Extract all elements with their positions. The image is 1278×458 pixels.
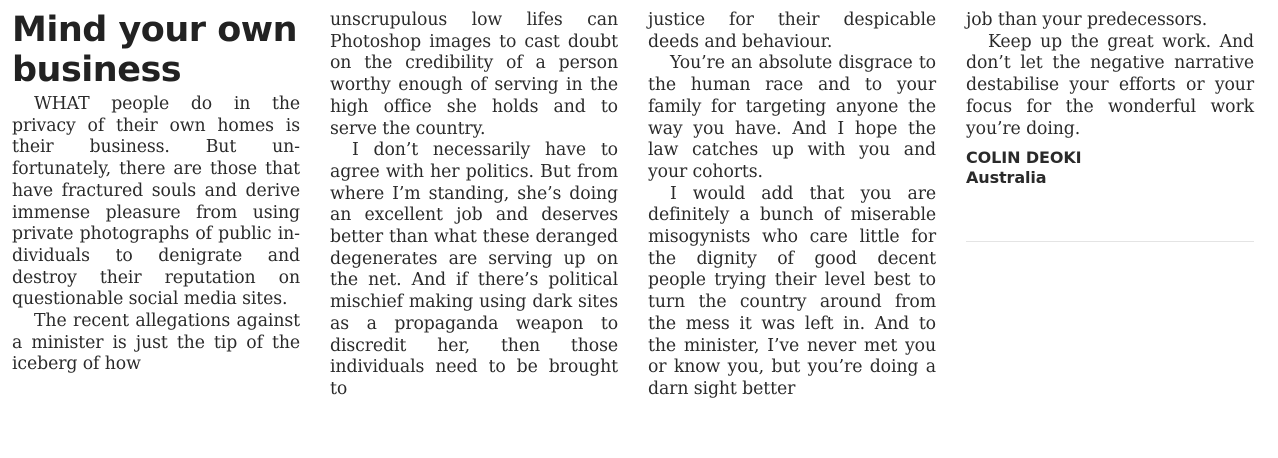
paragraph: You’re an absolute disgrace to the human race and to your family for targeting anyone the way you have. And I hope the law catches up with you and your cohorts. xyxy=(648,53,936,182)
paragraph: WHAT people do in the privacy of their own homes is their business. But unfortunately, there are those that have fractured souls and derive immense pleasure from using private photographs of public individuals to denigrate and destroy their reputation on questionable social media sites. xyxy=(12,94,300,310)
paragraph: Keep up the great work. And don’t let the negative narrative destabilise your efforts or your focus for the wonderful work you’re doing. xyxy=(966,31,1254,139)
column-1 xyxy=(12,10,300,376)
divider xyxy=(966,241,1254,242)
headline: Mind your own business xyxy=(12,10,298,90)
column-2 xyxy=(330,10,618,401)
column-4 xyxy=(966,10,1254,188)
paragraph-continued: unscrupulous low lifes can Photoshop images to cast doubt on the credibility of a person worthy enough of serving in the high office she holds and to serve the country. xyxy=(330,10,618,139)
paragraph-continued: job than your predecessors. xyxy=(966,10,1208,30)
paragraph: The recent allegations against a minister is just the tip of the iceberg of how xyxy=(12,311,300,375)
author-location: Australia xyxy=(966,168,1047,188)
column-3 xyxy=(648,10,936,401)
paragraph: I would add that you are definitely a bunch of miserable misogynists who care little for the dignity of good decent people trying their level best to turn the country around from the mess it was left in. And to the minister, I’ve never met you or know you, but you’re doing a darn sight better xyxy=(648,183,936,399)
paragraph-continued: justice for their despicable deeds and behaviour. xyxy=(648,10,936,52)
author-name: COLIN DEOKI xyxy=(966,148,1082,168)
paragraph: I don’t necessarily have to agree with her politics. But from where I’m standing, she’s doing an excellent job and deserves better than what these deranged degenerates are serving up on the net. And if there’s political mischief making using dark sites as a propaganda weapon to discredit her, then those individuals need to be brought to xyxy=(330,140,618,399)
